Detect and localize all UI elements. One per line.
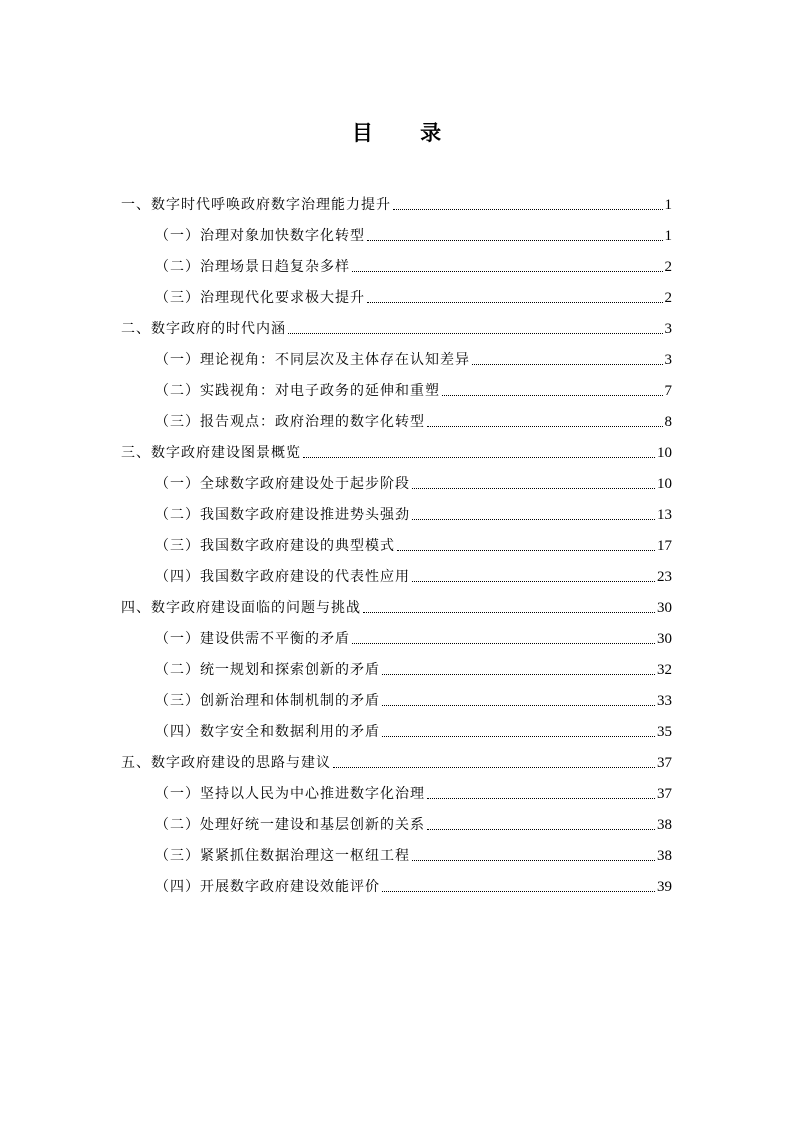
toc-subsection-entry[interactable]	[121, 710, 672, 741]
toc-page-number: 8	[664, 414, 672, 430]
table-of-contents	[121, 183, 672, 896]
toc-entry-title: 四、数字政府建设面临的问题与挑战	[121, 600, 361, 616]
toc-dot-leader	[472, 364, 663, 365]
toc-dot-leader	[412, 581, 655, 582]
toc-subsection-entry[interactable]	[121, 865, 672, 896]
toc-entry-title: （四）数字安全和数据利用的矛盾	[155, 724, 380, 740]
toc-subsection-entry[interactable]	[121, 338, 672, 369]
toc-page-number: 10	[657, 476, 672, 492]
toc-dot-leader	[303, 457, 655, 458]
toc-entry-title: （四）开展数字政府建设效能评价	[155, 879, 380, 895]
toc-entry-title: （一）全球数字政府建设处于起步阶段	[155, 476, 410, 492]
toc-entry-title: （一）治理对象加快数字化转型	[155, 228, 365, 244]
toc-section-entry[interactable]	[121, 586, 672, 617]
toc-page-number: 33	[657, 693, 672, 709]
toc-subsection-entry[interactable]	[121, 493, 672, 524]
toc-page-number: 2	[664, 259, 672, 275]
toc-subsection-entry[interactable]	[121, 276, 672, 307]
toc-entry-title: 一、数字时代呼唤政府数字治理能力提升	[121, 197, 391, 213]
toc-subsection-entry[interactable]	[121, 400, 672, 431]
toc-section-entry[interactable]	[121, 431, 672, 462]
toc-dot-leader	[382, 736, 655, 737]
toc-subsection-entry[interactable]	[121, 214, 672, 245]
toc-subsection-entry[interactable]	[121, 369, 672, 400]
toc-entry-title: （三）我国数字政府建设的典型模式	[155, 538, 395, 554]
toc-page-number: 2	[664, 290, 672, 306]
toc-subsection-entry[interactable]	[121, 462, 672, 493]
toc-page-number: 10	[657, 445, 672, 461]
toc-entry-title: 二、数字政府的时代内涵	[121, 321, 286, 337]
toc-dot-leader	[393, 209, 663, 210]
toc-subsection-entry[interactable]	[121, 245, 672, 276]
toc-dot-leader	[397, 550, 655, 551]
toc-dot-leader	[427, 426, 663, 427]
toc-page-number: 3	[664, 321, 672, 337]
toc-dot-leader	[288, 333, 663, 334]
toc-subsection-entry[interactable]	[121, 803, 672, 834]
toc-entry-title: （三）报告观点：政府治理的数字化转型	[155, 414, 425, 430]
toc-entry-title: （二）处理好统一建设和基层创新的关系	[155, 817, 425, 833]
toc-subsection-entry[interactable]	[121, 524, 672, 555]
toc-subsection-entry[interactable]	[121, 648, 672, 679]
toc-entry-title: （二）统一规划和探索创新的矛盾	[155, 662, 380, 678]
toc-section-entry[interactable]	[121, 183, 672, 214]
toc-entry-title: （一）理论视角：不同层次及主体存在认知差异	[155, 352, 470, 368]
toc-page-number: 30	[657, 600, 672, 616]
toc-entry-title: （三）创新治理和体制机制的矛盾	[155, 693, 380, 709]
toc-dot-leader	[352, 643, 655, 644]
toc-entry-title: 五、数字政府建设的思路与建议	[121, 755, 331, 771]
toc-page-number: 1	[664, 197, 672, 213]
page-title: 目 录	[351, 121, 462, 145]
toc-entry-title: （三）治理现代化要求极大提升	[155, 290, 365, 306]
toc-dot-leader	[333, 767, 655, 768]
toc-subsection-entry[interactable]	[121, 617, 672, 648]
toc-dot-leader	[382, 674, 655, 675]
toc-dot-leader	[382, 705, 655, 706]
toc-dot-leader	[382, 891, 655, 892]
toc-entry-title: （二）治理场景日趋复杂多样	[155, 259, 350, 275]
toc-page-number: 35	[657, 724, 672, 740]
toc-page-number: 13	[657, 507, 672, 523]
toc-dot-leader	[352, 271, 663, 272]
toc-page-number: 30	[657, 631, 672, 647]
toc-page-number: 38	[657, 848, 672, 864]
toc-page-number: 38	[657, 817, 672, 833]
toc-dot-leader	[412, 519, 655, 520]
toc-entry-title: （三）紧紧抓住数据治理这一枢纽工程	[155, 848, 410, 864]
toc-page-number: 32	[657, 662, 672, 678]
toc-section-entry[interactable]	[121, 307, 672, 338]
toc-dot-leader	[442, 395, 663, 396]
toc-entry-title: 三、数字政府建设图景概览	[121, 445, 301, 461]
toc-dot-leader	[363, 612, 655, 613]
toc-entry-title: （一）坚持以人民为中心推进数字化治理	[155, 786, 425, 802]
toc-page-number: 39	[657, 879, 672, 895]
toc-subsection-entry[interactable]	[121, 679, 672, 710]
toc-dot-leader	[367, 240, 663, 241]
toc-entry-title: （四）我国数字政府建设的代表性应用	[155, 569, 410, 585]
toc-page-number: 37	[657, 755, 672, 771]
toc-dot-leader	[412, 488, 655, 489]
toc-entry-title: （二）实践视角：对电子政务的延伸和重塑	[155, 383, 440, 399]
toc-page-number: 17	[657, 538, 672, 554]
toc-subsection-entry[interactable]	[121, 834, 672, 865]
toc-entry-title: （二）我国数字政府建设推进势头强劲	[155, 507, 410, 523]
toc-section-entry[interactable]	[121, 741, 672, 772]
toc-dot-leader	[427, 798, 655, 799]
toc-page-number: 1	[664, 228, 672, 244]
toc-page-number: 23	[657, 569, 672, 585]
toc-dot-leader	[412, 860, 655, 861]
toc-dot-leader	[367, 302, 663, 303]
toc-page-number: 7	[664, 383, 672, 399]
toc-dot-leader	[427, 829, 655, 830]
toc-subsection-entry[interactable]	[121, 555, 672, 586]
toc-page-number: 37	[657, 786, 672, 802]
toc-subsection-entry[interactable]	[121, 772, 672, 803]
toc-page-number: 3	[664, 352, 672, 368]
toc-entry-title: （一）建设供需不平衡的矛盾	[155, 631, 350, 647]
